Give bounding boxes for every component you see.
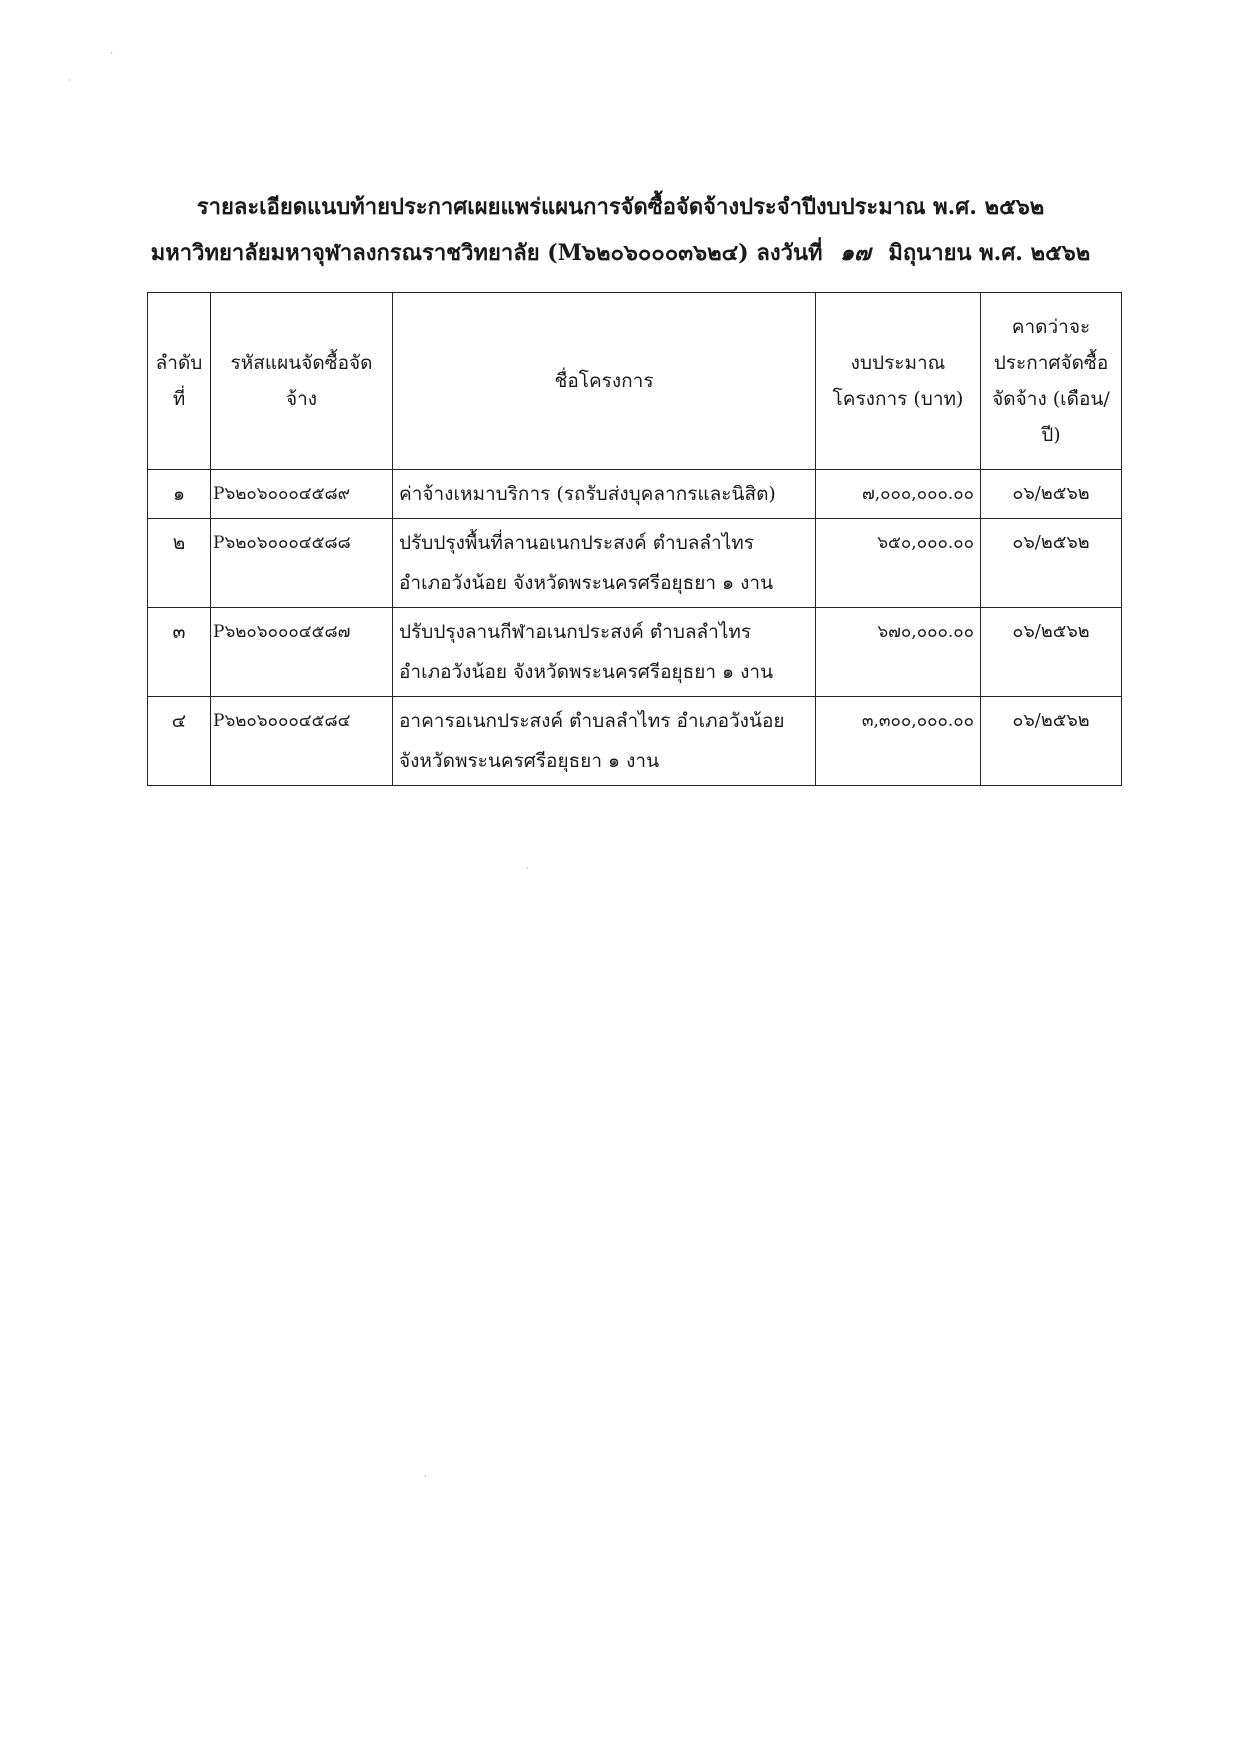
cell-no: ๓	[148, 608, 211, 697]
cell-code: P๖๒๐๖๐๐๐๔๕๘๘	[211, 519, 393, 608]
subtitle-prefix: มหาวิทยาลัยมหาจุฬาลงกรณราชวิทยาลัย (M๖๒๐๖๐๐๐๓๖๒๔) ลงวันที่	[150, 240, 823, 266]
cell-no: ๔	[148, 697, 211, 786]
document-subtitle	[0, 238, 1241, 268]
cell-budget: ๖๗๐,๐๐๐.๐๐	[816, 608, 981, 697]
table-row	[148, 697, 1122, 786]
scan-speck: ·	[424, 1472, 427, 1481]
scan-speck: ·	[526, 864, 529, 873]
cell-no: ๒	[148, 519, 211, 608]
scan-speck: `	[110, 52, 114, 61]
header-code: รหัสแผนจัดซื้อจัดจ้าง	[211, 293, 393, 470]
header-no: ลำดับที่	[148, 293, 211, 470]
cell-budget: ๖๕๐,๐๐๐.๐๐	[816, 519, 981, 608]
document-title: รายละเอียดแนบท้ายประกาศเผยแพร่แผนการจัดซื้อจัดจ้างประจำปีงบประมาณ พ.ศ. ๒๕๖๒	[196, 194, 1045, 220]
header-date: คาดว่าจะประกาศจัดซื้อจัดจ้าง (เดือน/ปี)	[981, 293, 1122, 470]
table-row	[148, 608, 1122, 697]
subtitle-suffix: มิถุนายน พ.ศ. ๒๕๖๒	[888, 240, 1091, 266]
cell-code: P๖๒๐๖๐๐๐๔๕๘๔	[211, 697, 393, 786]
cell-name: อาคารอเนกประสงค์ ตำบลลำไทร อำเภอวังน้อย จังหวัดพระนครศรีอยุธยา ๑ งาน	[393, 697, 816, 786]
cell-name: ปรับปรุงพื้นที่ลานอเนกประสงค์ ตำบลลำไทร อำเภอวังน้อย จังหวัดพระนครศรีอยุธยา ๑ งาน	[393, 519, 816, 608]
cell-date: ๐๖/๒๕๖๒	[981, 697, 1122, 786]
cell-name: ปรับปรุงลานกีฬาอเนกประสงค์ ตำบลลำไทร อำเภอวังน้อย จังหวัดพระนครศรีอยุธยา ๑ งาน	[393, 608, 816, 697]
cell-date: ๐๖/๒๕๖๒	[981, 608, 1122, 697]
procurement-plan-table	[147, 292, 1122, 786]
cell-no: ๑	[148, 470, 211, 519]
table-header-row	[148, 293, 1122, 470]
cell-budget: ๓,๓๐๐,๐๐๐.๐๐	[816, 697, 981, 786]
cell-code: P๖๒๐๖๐๐๐๔๕๘๗	[211, 608, 393, 697]
cell-date: ๐๖/๒๕๖๒	[981, 470, 1122, 519]
table-row	[148, 470, 1122, 519]
header-name: ชื่อโครงการ	[393, 293, 816, 470]
header-budget: งบประมาณโครงการ (บาท)	[816, 293, 981, 470]
cell-budget: ๗,๐๐๐,๐๐๐.๐๐	[816, 470, 981, 519]
cell-code: P๖๒๐๖๐๐๐๔๕๘๙	[211, 470, 393, 519]
scan-speck: ·	[68, 76, 71, 85]
cell-name: ค่าจ้างเหมาบริการ (รถรับส่งบุคลากรและนิสิต)	[393, 470, 816, 519]
handwritten-day: ๑๗	[840, 240, 871, 266]
table-row	[148, 519, 1122, 608]
cell-date: ๐๖/๒๕๖๒	[981, 519, 1122, 608]
